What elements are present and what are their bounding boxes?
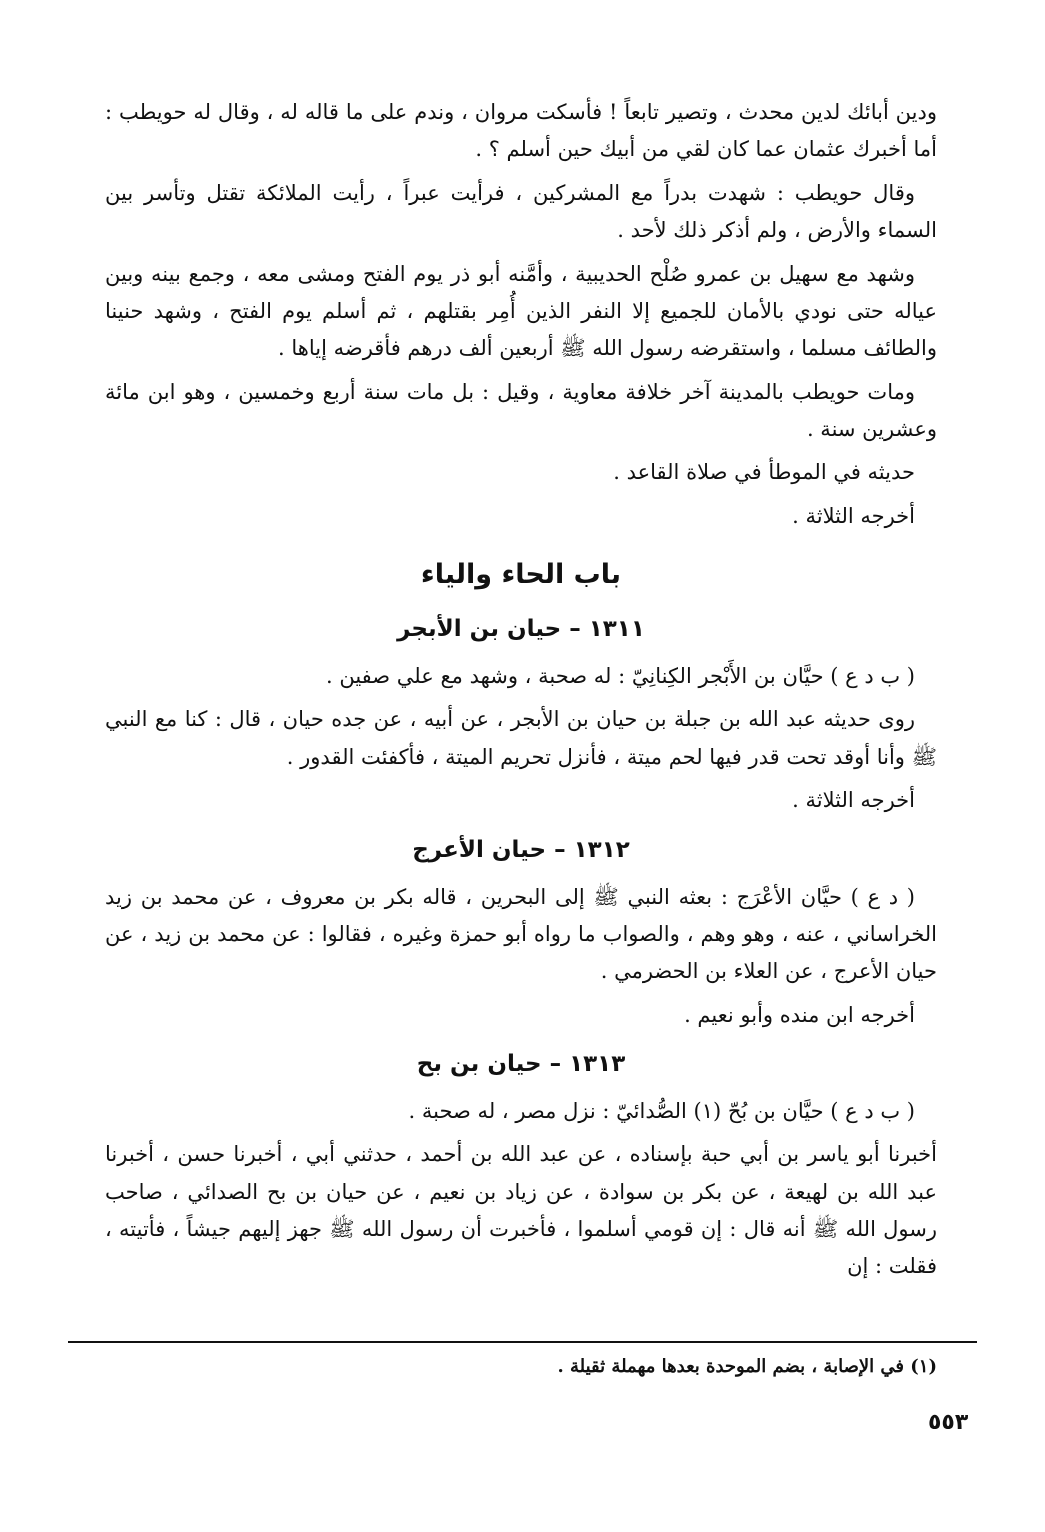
continuation-source-note: أخرجه الثلاثة . — [792, 503, 915, 528]
entry-1312-intro: ( د ع ) حيَّان الأعْرَج : بعثه النبي ﷺ إلى البحرين ، قاله بكر بن معروف ، عن محمد بن زيد الخراساني ، عنه ، وهو وهم ، والصواب ما رواه أبو حمزة وغيره ، فقالوا : عن محمد بن زيد ، عن حيان الأعرج ، عن العلاء بن الحضرمي . — [105, 884, 937, 984]
continuation-paragraph-3: وشهد مع سهيل بن عمرو صُلْح الحديبية ، وأمَّنه أبو ذر يوم الفتح ومشى معه ، وجمع بينه وبين عياله حتى نودي بالأمان للجميع إلا النفر الذين أُمِر بقتلهم ، ثم أسلم يوم الفتح ، وشهد حنينا والطائف مسلما ، واستقرضه رسول الله ﷺ أربعين ألف درهم فأقرضه إياها . — [105, 261, 937, 361]
entry-heading-1311: ١٣١١ – حيان بن الأبجر — [397, 616, 645, 643]
footnote: (١) في الإصابة ، بضم الموحدة بعدها مهملة ثقيلة . — [557, 1356, 937, 1377]
entry-heading-1313: ١٣١٣ – حيان بن بح — [416, 1051, 626, 1078]
footnote-separator — [68, 1341, 977, 1343]
hadith-location-note: حديثه في الموطأ في صلاة القاعد . — [613, 460, 915, 485]
continuation-paragraph-4: ومات حويطب بالمدينة آخر خلافة معاوية ، وقيل : بل مات سنة أربع وخمسين ، وهو ابن مائة وعشرين سنة . — [105, 379, 937, 441]
entry-1313-intro: ( ب د ع ) حيَّان بن بُحّ (١) الصُّدائيّ : نزل مصر ، له صحبة . — [408, 1098, 915, 1123]
main-text-block — [105, 94, 937, 1292]
chapter-title: باب الحاء والياء — [420, 559, 622, 591]
entry-heading-1312: ١٣١٢ – حيان الأعرج — [412, 836, 630, 863]
continuation-paragraph-2: وقال حويطب : شهدت بدراً مع المشركين ، فرأيت عبراً ، رأيت الملائكة تقتل وتأسر بين السماء والأرض ، ولم أذكر ذلك لأحد . — [105, 180, 937, 243]
continuation-paragraph-1: ودين أبائك لدين محدث ، وتصير تابعاً ! فأسكت مروان ، وندم على ما قاله له ، وقال له حويطب : أما أخبرك عثمان عما كان لقي من أبيك حين أسلم ؟ . — [105, 100, 937, 162]
entry-1311-intro: ( ب د ع ) حيَّان بن الأَبْجر الكِنانِيّ : له صحبة ، وشهد مع علي صفين . — [326, 664, 915, 689]
entry-1313-narration: أخبرنا أبو ياسر بن أبي حبة بإسناده ، عن عبد الله بن أحمد ، حدثني أبي ، أخبرنا حسن ، أخبرنا عبد الله بن لهيعة ، عن بكر بن سوادة ، عن زياد بن نعيم ، عن حيان بن بح الصدائي ، صاحب رسول الله ﷺ أنه قال : إن قومي أسلموا ، فأخبرت أن رسول الله ﷺ جهز إليهم جيشاً ، فأتيته ، فقلت : إن — [105, 1142, 937, 1279]
entry-1312-source: أخرجه ابن منده وأبو نعيم . — [684, 1002, 915, 1027]
entry-1311-source: أخرجه الثلاثة . — [792, 788, 915, 813]
page-number: ٥٥٣ — [928, 1410, 969, 1435]
entry-1311-narration: روى حديثه عبد الله بن جبلة بن حيان بن الأبجر ، عن أبيه ، عن جده حيان ، قال : كنا مع النبي ﷺ وأنا أوقد تحت قدر فيها لحم ميتة ، فأنزل تحريم الميتة ، فأكفئت القدور . — [105, 707, 937, 769]
